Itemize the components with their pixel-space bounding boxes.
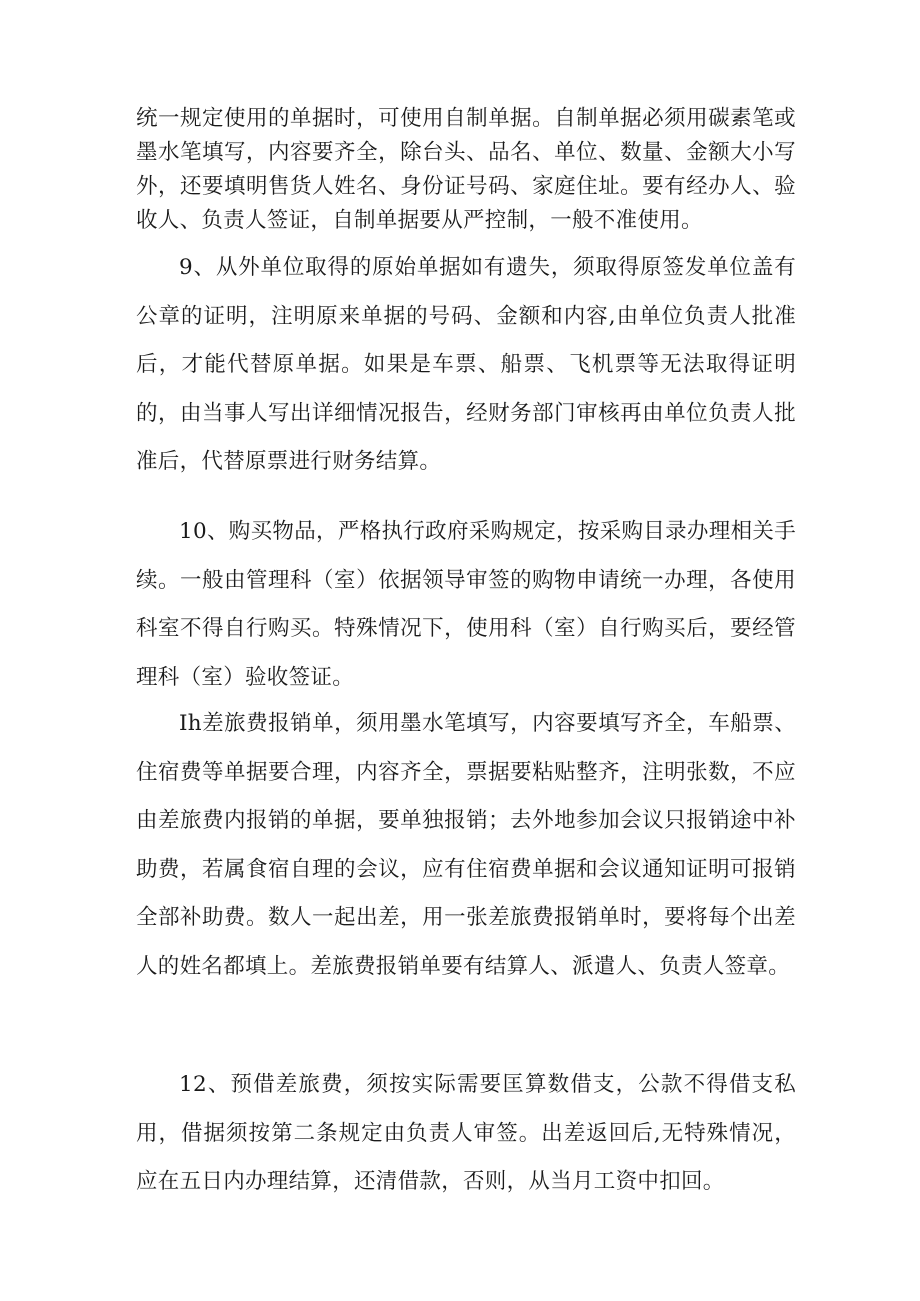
paragraph-item-12: 12、预借差旅费，须按实际需要匡算数借支，公款不得借支私用，借据须按第二条规定由负责人审签。出差返回后,无特殊情况，应在五日内办理结算，还清借款，否则，从当月工资中扣回。 [136,1072,796,1194]
paragraph-item-11: Ih差旅费报销单，须用墨水笔填写，内容要填写齐全，车船票、住宿费等单据要合理，内容齐全，票据要粘贴整齐，注明张数，不应由差旅费内报销的单据，要单独报销；去外地参加会议只报销途中补助费，若属食宿自理的会议，应有住宿费单据和会议通知证明可报销全部补助费。数人一起出差，用一张差旅费报销单时，要将每个出差人的姓名都填上。差旅费报销单要有结算人、派遣人、负责人签章。 [136,711,796,979]
paragraph-item-9: 9、从外单位取得的原始单据如有遗失，须取得原签发单位盖有公章的证明，注明原来单据的号码、金额和内容,由单位负责人批准后，才能代替原单据。如果是车票、船票、飞机票等无法取得证明的，由当事人写出详细情况报告，经财务部门审核再由单位负责人批准后，代替原票进行财务结算。 [136,255,796,474]
paragraph-item-10: 10、购买物品，严格执行政府采购规定，按采购目录办理相关手续。一般由管理科（室）依据领导审签的购物申请统一办理，各使用科室不得自行购买。特殊情况下，使用科（室）自行购买后，要经管理科（室）验收签证。 [136,519,796,690]
paragraph-continuation: 统一规定使用的单据时，可使用自制单据。自制单据必须用碳素笔或墨水笔填写，内容要齐全，除台头、品名、单位、数量、金额大小写外，还要填明售货人姓名、身份证号码、家庭住址。要有经办人、验收人、负责人签证，自制单据要从严控制，一般不准使用。 [136,106,796,233]
